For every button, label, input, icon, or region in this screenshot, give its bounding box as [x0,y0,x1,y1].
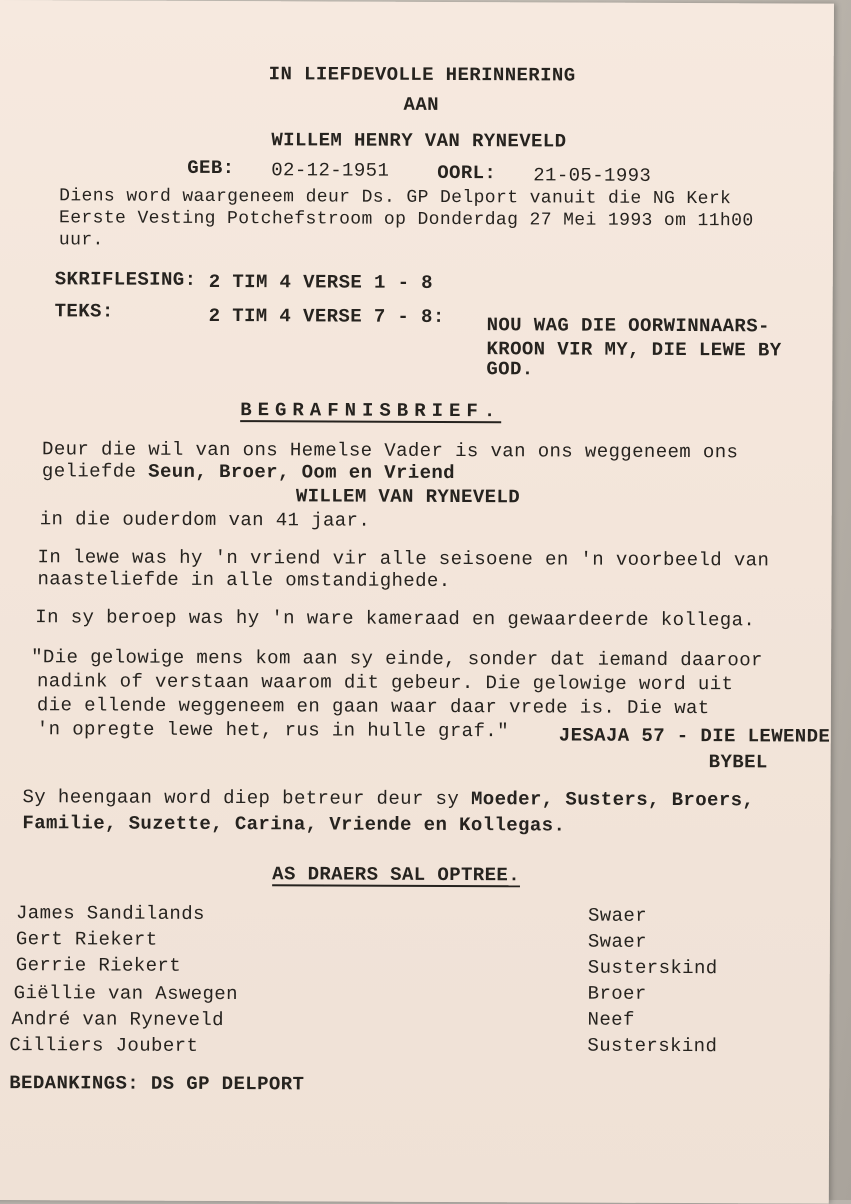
text-quote-line-2: KROON VIR MY, DIE LEWE BY [486,338,782,362]
letter-p3-line-1: In sy beroep was hy 'n ware kameraad en gewaardeerde kollega. [35,606,756,632]
letter-p1-line-2a: geliefde [41,460,149,483]
thanks-line: BEDANKINGS: DS GP DELPORT [9,1072,305,1096]
bearer-name: Gerrie Riekert [15,954,182,977]
bearer-relation: Swaer [587,904,648,927]
bearer-relation: Susterskind [587,956,718,980]
reading-label: SKRIFLESING: [54,268,197,291]
letter-p1-line-2 [42,460,455,484]
quote-source: JESAJA 57 - DIE LEWENDE [558,724,831,748]
bearer-name: James Sandilands [15,902,205,925]
memorial-heading: IN LIEFDEVOLLE HERINNERING [268,63,576,87]
text-quote-line-1: NOU WAG DIE OORWINNAARS- [486,314,770,338]
bearer-name: Giëllie van Aswegen [13,982,238,1006]
bearer-relation: Broer [587,982,647,1005]
mourn-line-1 [22,786,754,811]
service-line-3: uur. [58,230,104,251]
born-label: GEB: [187,156,235,180]
quote-line-4: 'n opregte lewe het, rus in hulle graf." [36,718,509,743]
letter-title: BEGRAFNISBRIEF. [240,399,502,423]
died-label: OORL: [437,161,497,185]
mourn-line-2: Familie, Suzette, Carina, Vriende en Kollegas. [22,812,566,837]
deceased-full-name: WILLEM HENRY VAN RYNEVELD [271,129,567,153]
reading-reference: 2 TIM 4 VERSE 1 - 8 [208,270,434,294]
bearer-name: André van Ryneveld [11,1008,225,1032]
heading-aan: AAN [403,93,440,116]
bearer-relation: Neef [587,1008,635,1031]
letter-p1-line-4: in die ouderdom van 41 jaar. [39,508,371,532]
bearer-relation: Swaer [587,930,647,953]
letter-p2-line-2: naasteliefde in alle omstandighede. [37,568,451,592]
bearers-title: AS DRAERS SAL OPTREE. [272,863,521,887]
service-line-2: Eerste Vesting Potchefstroom op Donderdag 27 Mei 1993 om 11h00 [59,208,754,232]
mourn-line-1a: Sy heengaan word diep betreur deur sy [22,786,472,811]
letter-p2-line-1: In lewe was hy 'n vriend vir alle seisoene en 'n voorbeeld van [37,546,770,572]
died-date: 21-05-1993 [533,164,652,187]
letter-p1-line-2b: Seun, Broer, Oom en Vriend [148,460,456,485]
text-label: TEKS: [54,300,114,323]
quote-source-cont: BYBEL [708,751,768,774]
text-reference: 2 TIM 4 VERSE 7 - 8: [208,304,445,328]
bearer-relation: Susterskind [587,1034,718,1058]
bearer-name: Cilliers Joubert [9,1034,199,1057]
born-date: 02-12-1951 [271,159,390,182]
quote-line-3: die ellende weggeneem en gaan waar daar vrede is. Die wat [36,694,710,720]
letter-p1-line-1: Deur die wil van ons Hemelse Vader is van ons weggeneem ons [41,438,739,464]
letter-deceased-name: WILLEM VAN RYNEVELD [295,485,521,509]
text-quote-line-3: GOD. [486,358,534,381]
service-line-1: Diens word waargeneem deur Ds. GP Delport vanuit die NG Kerk [59,186,732,210]
mourn-line-1b: Moeder, Susters, Broers, [470,788,755,812]
bearer-name: Gert Riekert [15,928,158,951]
quote-line-1: "Die gelowige mens kom aan sy einde, sonder dat iemand daaroor [31,646,763,672]
quote-line-2: nadink of verstaan waarom dit gebeur. Die gelowige word uit [36,670,734,696]
